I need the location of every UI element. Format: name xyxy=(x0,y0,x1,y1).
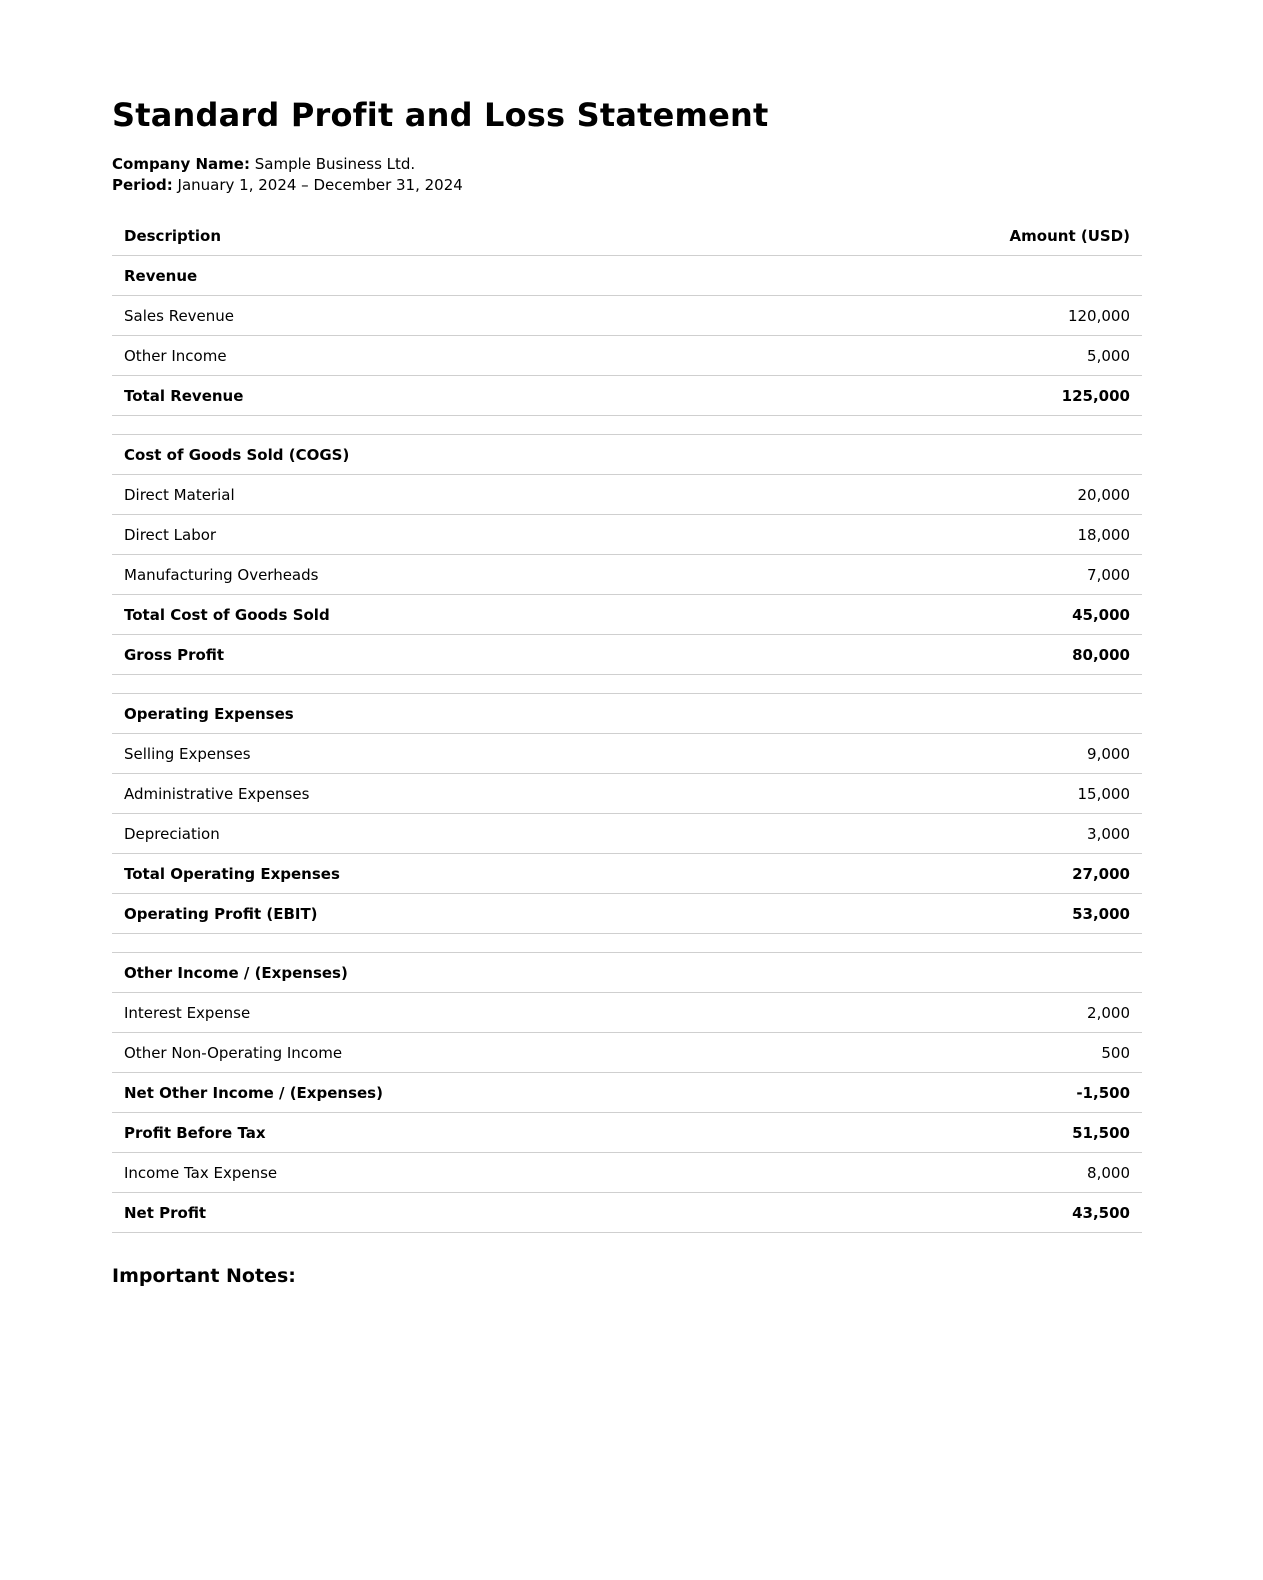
row-label: Cost of Goods Sold (COGS) xyxy=(112,435,794,475)
row-amount: 15,000 xyxy=(794,774,1142,814)
table-row xyxy=(112,1033,1142,1073)
gross-profit-row xyxy=(112,635,1142,675)
company-label: Company Name: xyxy=(112,155,250,173)
profit-loss-table xyxy=(112,216,1142,1233)
row-amount: 9,000 xyxy=(794,734,1142,774)
row-label: Administrative Expenses xyxy=(112,774,794,814)
row-label: Income Tax Expense xyxy=(112,1153,794,1193)
spacer-row xyxy=(112,416,1142,435)
operating-profit-row xyxy=(112,894,1142,934)
table-row xyxy=(112,475,1142,515)
row-label: Net Other Income / (Expenses) xyxy=(112,1073,794,1113)
row-label: Operating Profit (EBIT) xyxy=(112,894,794,934)
period-label: Period: xyxy=(112,176,173,194)
row-label: Direct Material xyxy=(112,475,794,515)
row-amount: 53,000 xyxy=(794,894,1142,934)
table-row xyxy=(112,1153,1142,1193)
period-line xyxy=(112,175,1142,196)
total-row-cogs xyxy=(112,595,1142,635)
row-label: Total Operating Expenses xyxy=(112,854,794,894)
row-label: Selling Expenses xyxy=(112,734,794,774)
row-label: Profit Before Tax xyxy=(112,1113,794,1153)
row-label: Net Profit xyxy=(112,1193,794,1233)
row-label: Operating Expenses xyxy=(112,694,794,734)
row-amount: 120,000 xyxy=(794,296,1142,336)
row-label: Gross Profit xyxy=(112,635,794,675)
row-label: Revenue xyxy=(112,256,794,296)
company-line xyxy=(112,154,1142,175)
row-amount: 2,000 xyxy=(794,993,1142,1033)
section-row-cogs xyxy=(112,435,1142,475)
row-label: Total Revenue xyxy=(112,376,794,416)
row-label: Manufacturing Overheads xyxy=(112,555,794,595)
row-amount: 3,000 xyxy=(794,814,1142,854)
table-row xyxy=(112,555,1142,595)
table-row xyxy=(112,734,1142,774)
row-amount: 43,500 xyxy=(794,1193,1142,1233)
row-amount: 18,000 xyxy=(794,515,1142,555)
row-amount: 8,000 xyxy=(794,1153,1142,1193)
row-label: Interest Expense xyxy=(112,993,794,1033)
net-profit-row xyxy=(112,1193,1142,1233)
row-label: Other Income / (Expenses) xyxy=(112,953,794,993)
row-amount: 45,000 xyxy=(794,595,1142,635)
spacer-row xyxy=(112,675,1142,694)
section-row-operating-expenses xyxy=(112,694,1142,734)
column-header-amount: Amount (USD) xyxy=(794,216,1142,256)
table-row xyxy=(112,515,1142,555)
row-amount: 20,000 xyxy=(794,475,1142,515)
row-amount: 80,000 xyxy=(794,635,1142,675)
section-row-other-income xyxy=(112,953,1142,993)
profit-before-tax-row xyxy=(112,1113,1142,1153)
table-row xyxy=(112,814,1142,854)
row-label: Depreciation xyxy=(112,814,794,854)
company-value: Sample Business Ltd. xyxy=(254,155,416,173)
section-row-revenue xyxy=(112,256,1142,296)
row-amount: 7,000 xyxy=(794,555,1142,595)
table-row xyxy=(112,774,1142,814)
row-amount xyxy=(794,953,1142,993)
table-row xyxy=(112,336,1142,376)
row-amount: 27,000 xyxy=(794,854,1142,894)
row-amount: 500 xyxy=(794,1033,1142,1073)
row-label: Direct Labor xyxy=(112,515,794,555)
row-amount: 5,000 xyxy=(794,336,1142,376)
spacer-row xyxy=(112,934,1142,953)
page-title: Standard Profit and Loss Statement xyxy=(112,96,769,134)
table-header-row xyxy=(112,216,1142,256)
total-row-revenue xyxy=(112,376,1142,416)
total-row-other-income xyxy=(112,1073,1142,1113)
row-amount xyxy=(794,256,1142,296)
row-amount: 125,000 xyxy=(794,376,1142,416)
row-label: Other Non-Operating Income xyxy=(112,1033,794,1073)
total-row-operating-expenses xyxy=(112,854,1142,894)
row-amount xyxy=(794,435,1142,475)
table-row xyxy=(112,296,1142,336)
column-header-description: Description xyxy=(112,216,794,256)
period-value: January 1, 2024 – December 31, 2024 xyxy=(177,176,463,194)
row-amount: -1,500 xyxy=(794,1073,1142,1113)
table-row xyxy=(112,993,1142,1033)
notes-heading: Important Notes: xyxy=(112,1265,296,1287)
row-amount: 51,500 xyxy=(794,1113,1142,1153)
row-label: Total Cost of Goods Sold xyxy=(112,595,794,635)
row-amount xyxy=(794,694,1142,734)
row-label: Other Income xyxy=(112,336,794,376)
row-label: Sales Revenue xyxy=(112,296,794,336)
document-meta xyxy=(112,154,1142,196)
